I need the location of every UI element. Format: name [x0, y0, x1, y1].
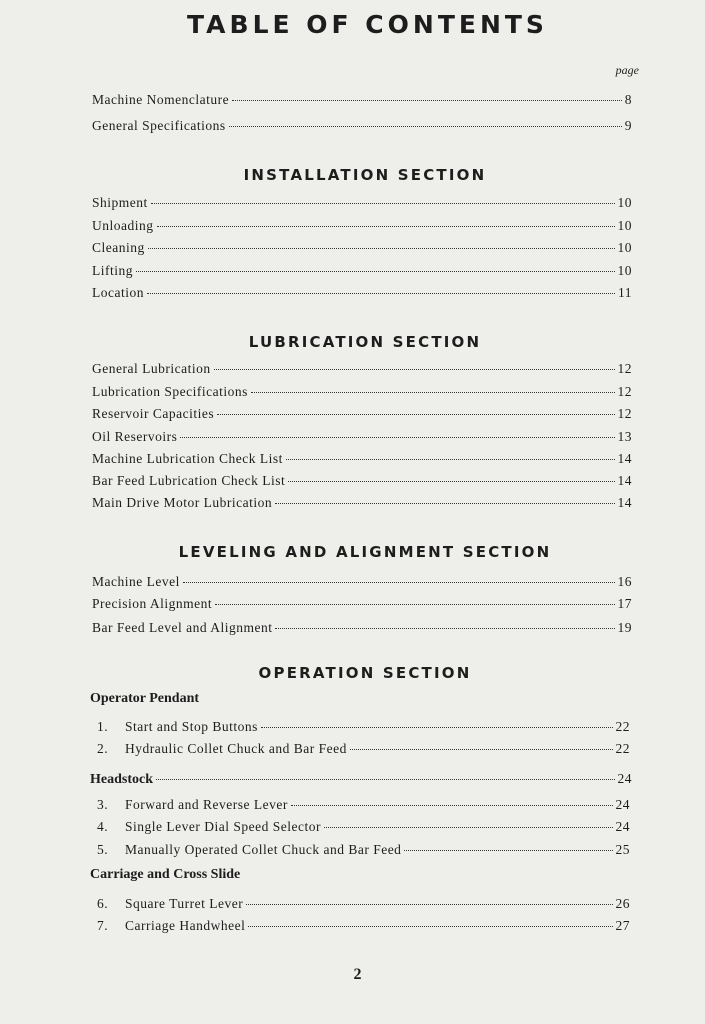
- dot-leader: [288, 481, 614, 482]
- toc-entry: [92, 384, 632, 404]
- section-heading-lubrication: LUBRICATION SECTION: [248, 333, 482, 351]
- dot-leader: [157, 226, 615, 227]
- toc-entry-number: 7.: [97, 918, 109, 933]
- page-number: 2: [353, 966, 362, 983]
- toc-entry-page: 19: [617, 620, 632, 635]
- toc-entry: [92, 285, 632, 305]
- toc-entry-label: General Lubrication: [92, 361, 211, 376]
- toc-entry-page: 10: [617, 195, 632, 210]
- toc-entry-label: Location: [92, 285, 144, 300]
- toc-entry-page: 10: [617, 263, 632, 278]
- subsection-title-headstock: Headstock: [90, 772, 153, 787]
- section-heading-operation: OPERATION SECTION: [258, 664, 472, 682]
- toc-entry: [92, 406, 632, 426]
- toc-entry: [97, 819, 630, 839]
- dot-leader: [217, 414, 614, 415]
- toc-entry-page: 12: [617, 384, 632, 399]
- dot-leader: [246, 904, 612, 905]
- dot-leader: [183, 582, 615, 583]
- toc-entry-page: 14: [617, 495, 632, 510]
- toc-entry: [92, 429, 632, 449]
- toc-entry-page: 13: [617, 429, 632, 444]
- dot-leader: [151, 203, 615, 204]
- toc-entry-page: 8: [624, 92, 632, 107]
- dot-leader: [286, 459, 615, 460]
- toc-entry: [92, 92, 632, 112]
- toc-entry-page: 22: [615, 741, 630, 756]
- page-column-label: page: [615, 63, 639, 77]
- dot-leader: [251, 392, 615, 393]
- toc-entry-page: 24: [617, 771, 632, 786]
- toc-entry: [92, 495, 632, 515]
- toc-entry-label: Oil Reservoirs: [92, 429, 178, 444]
- dot-leader: [275, 503, 614, 504]
- dot-leader: [180, 437, 614, 438]
- dot-leader: [148, 248, 615, 249]
- section-heading-installation: INSTALLATION SECTION: [243, 166, 487, 184]
- toc-entry: [92, 620, 632, 640]
- dot-leader: [350, 749, 613, 750]
- dot-leader: [261, 727, 613, 728]
- dot-leader: [136, 271, 615, 272]
- toc-entry-page: 10: [617, 240, 632, 255]
- toc-entry-page: 22: [615, 719, 630, 734]
- toc-entry-label: Hydraulic Collet Chuck and Bar Feed: [125, 741, 347, 756]
- dot-leader: [404, 850, 612, 851]
- toc-entry: [92, 218, 632, 238]
- toc-entry-page: 17: [617, 596, 632, 611]
- toc-entry-label: Unloading: [92, 218, 154, 233]
- toc-entry-page: 27: [615, 918, 630, 933]
- toc-entry-label: Bar Feed Level and Alignment: [92, 620, 273, 635]
- toc-entry-label: Lifting: [92, 263, 133, 278]
- toc-entry-label: Square Turret Lever: [125, 896, 244, 911]
- toc-entry: [92, 195, 632, 215]
- toc-entry: [92, 451, 632, 471]
- dot-leader: [229, 126, 622, 127]
- toc-entry: [92, 361, 632, 381]
- toc-entry: [92, 574, 632, 594]
- toc-entry-label: Cleaning: [92, 240, 145, 255]
- dot-leader: [324, 827, 613, 828]
- page-title: TABLE OF CONTENTS: [187, 10, 548, 39]
- toc-entry-page: 24: [615, 819, 630, 834]
- toc-entry-label: Start and Stop Buttons: [125, 719, 258, 734]
- toc-entry-label: Lubrication Specifications: [92, 384, 248, 399]
- toc-entry-label: Single Lever Dial Speed Selector: [125, 819, 321, 834]
- toc-entry-page: 10: [617, 218, 632, 233]
- toc-entry-label: Carriage Handwheel: [125, 918, 246, 933]
- toc-entry-label: Machine Level: [92, 574, 180, 589]
- toc-entry-number: 5.: [97, 842, 109, 857]
- toc-entry: [92, 240, 632, 260]
- dot-leader: [215, 604, 614, 605]
- toc-entry-label: Forward and Reverse Lever: [125, 797, 288, 812]
- section-heading-leveling: LEVELING AND ALIGNMENT SECTION: [178, 543, 552, 561]
- toc-entry-number: 6.: [97, 896, 109, 911]
- toc-entry-label: Main Drive Motor Lubrication: [92, 495, 273, 510]
- toc-entry: [92, 263, 632, 283]
- toc-entry: [92, 596, 632, 616]
- toc-entry: [97, 797, 630, 817]
- toc-entry: [97, 918, 630, 938]
- toc-entry-number: 2.: [97, 741, 109, 756]
- dot-leader: [147, 293, 615, 294]
- toc-entry-label: Bar Feed Lubrication Check List: [92, 473, 286, 488]
- toc-entry-label: Manually Operated Collet Chuck and Bar Feed: [125, 842, 402, 857]
- toc-entry-page: 12: [617, 361, 632, 376]
- toc-entry-page: 26: [615, 896, 630, 911]
- subsection-title-carriage: Carriage and Cross Slide: [90, 867, 241, 882]
- dot-leader: [248, 926, 612, 927]
- toc-entry-label: Machine Nomenclature: [92, 92, 230, 107]
- dot-leader: [232, 100, 622, 101]
- toc-entry-label: General Specifications: [92, 118, 226, 133]
- toc-entry: [97, 741, 630, 761]
- toc-entry: [92, 118, 632, 138]
- toc-entry-number: 4.: [97, 819, 109, 834]
- toc-entry-label: Precision Alignment: [92, 596, 213, 611]
- dot-leader: [214, 369, 615, 370]
- toc-entry-page: 16: [617, 574, 632, 589]
- dot-leader: [275, 628, 614, 629]
- toc-entry-page: 24: [615, 797, 630, 812]
- toc-entry-label: Machine Lubrication Check List: [92, 451, 283, 466]
- toc-entry-page: 9: [624, 118, 632, 133]
- toc-entry-number: 1.: [97, 719, 109, 734]
- toc-entry-page: 25: [615, 842, 630, 857]
- toc-entry: [92, 473, 632, 493]
- toc-entry-page: 14: [617, 451, 632, 466]
- toc-entry: [97, 719, 630, 739]
- toc-entry-headstock: [90, 771, 632, 791]
- toc-entry-label: Shipment: [92, 195, 148, 210]
- toc-entry-label: Reservoir Capacities: [92, 406, 215, 421]
- toc-entry-page: 14: [617, 473, 632, 488]
- toc-entry: [97, 842, 630, 862]
- toc-entry-page: 11: [618, 285, 632, 300]
- toc-entry-number: 3.: [97, 797, 109, 812]
- dot-leader: [156, 779, 615, 780]
- subsection-title-operator-pendant: Operator Pendant: [90, 691, 200, 706]
- toc-entry-page: 12: [617, 406, 632, 421]
- dot-leader: [291, 805, 613, 806]
- toc-entry: [97, 896, 630, 916]
